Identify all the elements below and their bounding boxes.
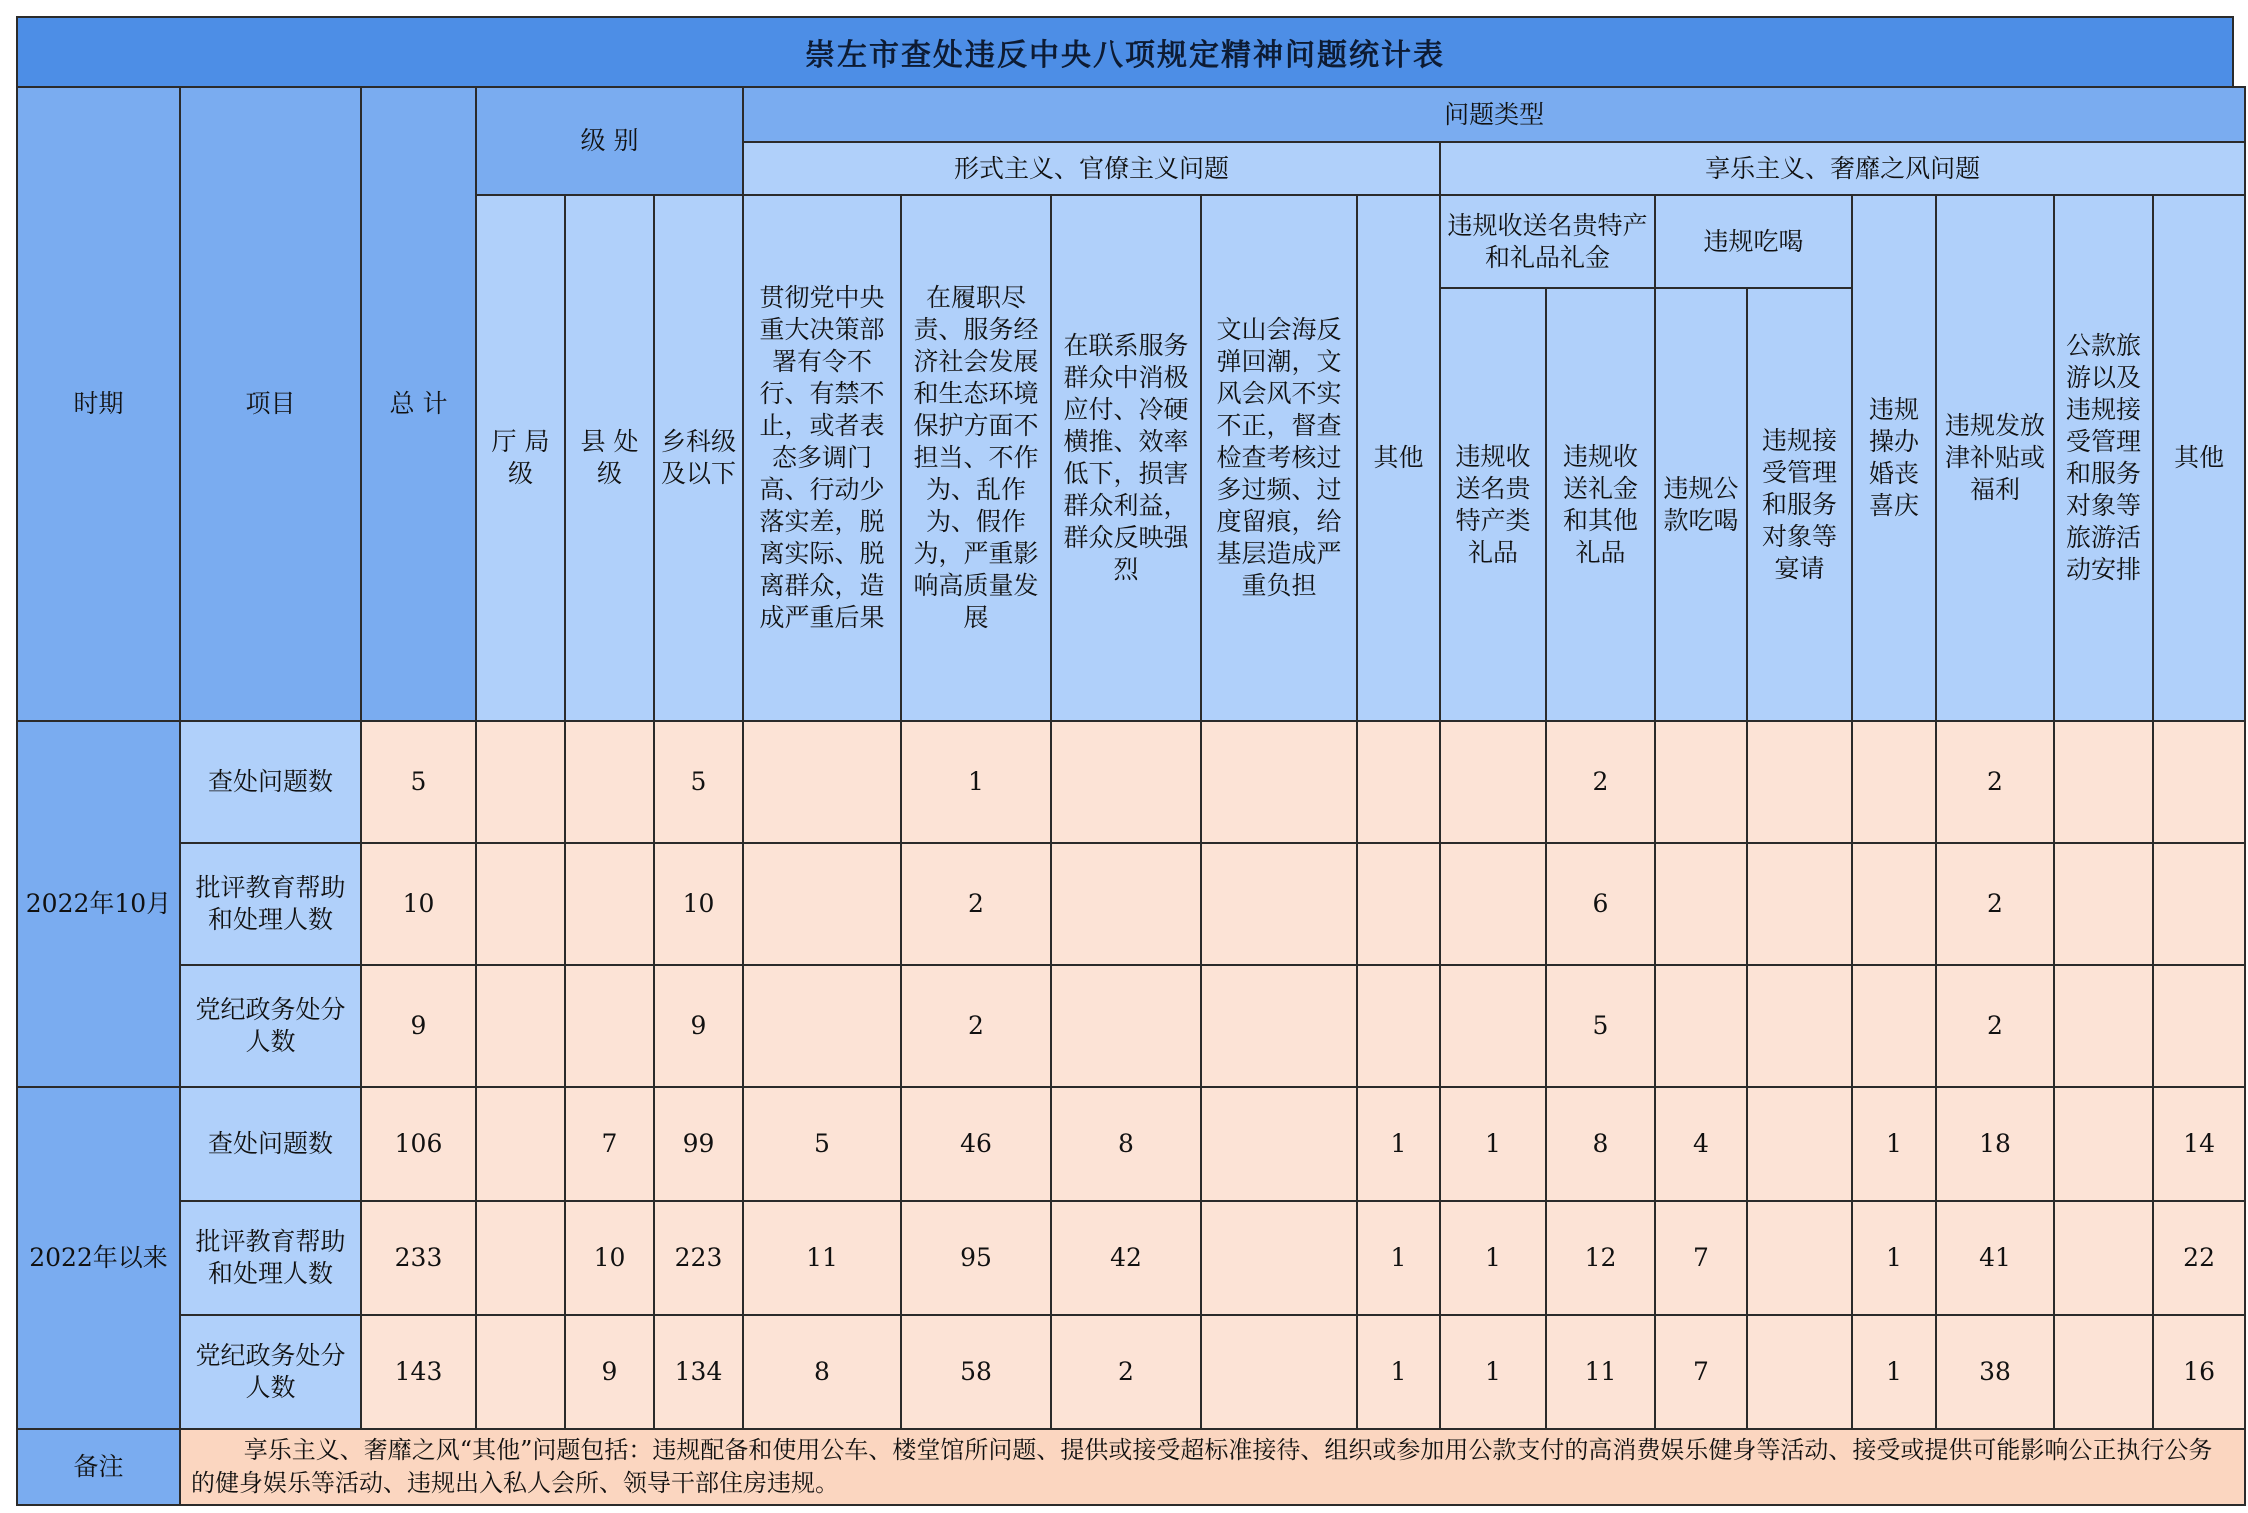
- cell-formalism-other: 1: [1357, 1315, 1440, 1429]
- cell-level-xian: [565, 721, 654, 843]
- cell-eat-public: 7: [1655, 1315, 1747, 1429]
- cell-formalism-4: [1201, 965, 1357, 1087]
- cell-total: 233: [361, 1201, 476, 1315]
- cell-total: 5: [361, 721, 476, 843]
- table-row: [17, 1315, 2245, 1429]
- cell-gift-money: 2: [1546, 721, 1655, 843]
- cell-wedding-funeral: 1: [1852, 1315, 1936, 1429]
- cell-hedonism-other: [2153, 721, 2245, 843]
- header-eat-public: 违规公款吃喝: [1655, 288, 1747, 721]
- header-wedding-funeral: 违规操办婚丧喜庆: [1852, 195, 1936, 721]
- cell-formalism-other: [1357, 965, 1440, 1087]
- cell-eat-public: 7: [1655, 1201, 1747, 1315]
- cell-allowance: 38: [1936, 1315, 2054, 1429]
- cell-formalism-1: 11: [743, 1201, 901, 1315]
- note-text: 享乐主义、奢靡之风“其他”问题包括：违规配备和使用公车、楼堂馆所问题、提供或接受超标准接待、组织或参加用公款支付的高消费娱乐健身等活动、接受或提供可能影响公正执行公务的健身娱乐等活动、违规出入私人会所、领导干部住房违规。: [180, 1429, 2245, 1505]
- cell-formalism-2: 46: [901, 1087, 1051, 1201]
- cell-eat-banquet: [1747, 721, 1852, 843]
- row-item-label: 党纪政务处分人数: [180, 1315, 361, 1429]
- period-label: 2022年10月: [17, 721, 180, 1087]
- header-eat-banquet: 违规接受管理和服务对象等宴请: [1747, 288, 1852, 721]
- cell-wedding-funeral: 1: [1852, 1201, 1936, 1315]
- cell-formalism-4: [1201, 1087, 1357, 1201]
- cell-formalism-2: 58: [901, 1315, 1051, 1429]
- cell-hedonism-other: [2153, 965, 2245, 1087]
- header-problem-type: 问题类型: [743, 87, 2245, 142]
- cell-eat-banquet: [1747, 1315, 1852, 1429]
- cell-formalism-1: [743, 843, 901, 965]
- cell-wedding-funeral: 1: [1852, 1087, 1936, 1201]
- cell-gift-specialty: [1440, 843, 1546, 965]
- table-row: [17, 843, 2245, 965]
- cell-allowance: 18: [1936, 1087, 2054, 1201]
- header-allowance: 违规发放津补贴或福利: [1936, 195, 2054, 721]
- cell-formalism-3: 2: [1051, 1315, 1201, 1429]
- header-formalism-4: 文山会海反弹回潮，文风会风不实不正，督查检查考核过多过频、过度留痕，给基层造成严重负担: [1201, 195, 1357, 721]
- note-label: 备注: [17, 1429, 180, 1505]
- cell-level-xiang: 99: [654, 1087, 743, 1201]
- cell-formalism-2: 95: [901, 1201, 1051, 1315]
- period-label: 2022年以来: [17, 1087, 180, 1429]
- cell-formalism-3: 8: [1051, 1087, 1201, 1201]
- cell-hedonism-other: 14: [2153, 1087, 2245, 1201]
- cell-gift-specialty: 1: [1440, 1087, 1546, 1201]
- cell-travel: [2054, 1087, 2153, 1201]
- table-row: [17, 1201, 2245, 1315]
- cell-level-xiang: 5: [654, 721, 743, 843]
- cell-formalism-3: [1051, 965, 1201, 1087]
- cell-gift-specialty: [1440, 965, 1546, 1087]
- cell-formalism-4: [1201, 1315, 1357, 1429]
- cell-total: 106: [361, 1087, 476, 1201]
- row-item-label: 批评教育帮助和处理人数: [180, 1201, 361, 1315]
- cell-allowance: 2: [1936, 843, 2054, 965]
- header-level: 级 别: [476, 87, 743, 195]
- cell-formalism-3: 42: [1051, 1201, 1201, 1315]
- cell-formalism-1: 5: [743, 1087, 901, 1201]
- cell-travel: [2054, 1201, 2153, 1315]
- cell-allowance: 41: [1936, 1201, 2054, 1315]
- header-eat-group: 违规吃喝: [1655, 195, 1852, 288]
- header-hedonism: 享乐主义、奢靡之风问题: [1440, 142, 2245, 195]
- statistics-sheet: [16, 16, 2234, 1506]
- header-item: 项目: [180, 87, 361, 721]
- cell-gift-money: 11: [1546, 1315, 1655, 1429]
- cell-formalism-1: 8: [743, 1315, 901, 1429]
- header-formalism: 形式主义、官僚主义问题: [743, 142, 1440, 195]
- cell-level-ting: [476, 1315, 565, 1429]
- cell-gift-money: 6: [1546, 843, 1655, 965]
- cell-eat-banquet: [1747, 843, 1852, 965]
- cell-total: 9: [361, 965, 476, 1087]
- cell-level-ting: [476, 1087, 565, 1201]
- header-formalism-3: 在联系服务群众中消极应付、冷硬横推、效率低下，损害群众利益，群众反映强烈: [1051, 195, 1201, 721]
- header-period: 时期: [17, 87, 180, 721]
- cell-formalism-4: [1201, 843, 1357, 965]
- cell-eat-public: [1655, 721, 1747, 843]
- header-total: 总 计: [361, 87, 476, 721]
- header-formalism-other: 其他: [1357, 195, 1440, 721]
- cell-formalism-4: [1201, 1201, 1357, 1315]
- cell-formalism-4: [1201, 721, 1357, 843]
- cell-formalism-2: 2: [901, 843, 1051, 965]
- cell-eat-public: [1655, 965, 1747, 1087]
- cell-level-ting: [476, 965, 565, 1087]
- header-formalism-2: 在履职尽责、服务经济社会发展和生态环境保护方面不担当、不作为、乱作为、假作为，严重影响高质量发展: [901, 195, 1051, 721]
- cell-hedonism-other: 16: [2153, 1315, 2245, 1429]
- cell-eat-public: [1655, 843, 1747, 965]
- cell-travel: [2054, 843, 2153, 965]
- header-gift-group: 违规收送名贵特产和礼品礼金: [1440, 195, 1655, 288]
- row-item-label: 党纪政务处分人数: [180, 965, 361, 1087]
- cell-level-xian: 10: [565, 1201, 654, 1315]
- cell-level-ting: [476, 843, 565, 965]
- cell-formalism-other: 1: [1357, 1087, 1440, 1201]
- cell-gift-specialty: 1: [1440, 1201, 1546, 1315]
- row-item-label: 批评教育帮助和处理人数: [180, 843, 361, 965]
- cell-gift-money: 5: [1546, 965, 1655, 1087]
- cell-level-xian: [565, 843, 654, 965]
- row-item-label: 查处问题数: [180, 1087, 361, 1201]
- table-row: [17, 1087, 2245, 1201]
- cell-level-xiang: 223: [654, 1201, 743, 1315]
- header-hedonism-other: 其他: [2153, 195, 2245, 721]
- cell-formalism-2: 1: [901, 721, 1051, 843]
- header-formalism-1: 贯彻党中央重大决策部署有令不行、有禁不止，或者表态多调门高、行动少落实差，脱离实际、脱离群众，造成严重后果: [743, 195, 901, 721]
- cell-eat-banquet: [1747, 1201, 1852, 1315]
- note-row: [17, 1429, 2245, 1505]
- cell-travel: [2054, 1315, 2153, 1429]
- cell-hedonism-other: [2153, 843, 2245, 965]
- header-gift-money: 违规收送礼金和其他礼品: [1546, 288, 1655, 721]
- cell-level-xiang: 134: [654, 1315, 743, 1429]
- header-level-ting: 厅 局级: [476, 195, 565, 721]
- cell-eat-banquet: [1747, 965, 1852, 1087]
- cell-level-xian: [565, 965, 654, 1087]
- cell-formalism-3: [1051, 721, 1201, 843]
- cell-level-xian: 7: [565, 1087, 654, 1201]
- cell-eat-banquet: [1747, 1087, 1852, 1201]
- cell-wedding-funeral: [1852, 965, 1936, 1087]
- cell-gift-specialty: 1: [1440, 1315, 1546, 1429]
- header-level-xiang: 乡科级及以下: [654, 195, 743, 721]
- cell-formalism-other: [1357, 843, 1440, 965]
- cell-formalism-other: 1: [1357, 1201, 1440, 1315]
- cell-allowance: 2: [1936, 721, 2054, 843]
- cell-wedding-funeral: [1852, 843, 1936, 965]
- header-gift-specialty: 违规收送名贵特产类礼品: [1440, 288, 1546, 721]
- cell-level-xiang: 9: [654, 965, 743, 1087]
- cell-level-xiang: 10: [654, 843, 743, 965]
- cell-formalism-3: [1051, 843, 1201, 965]
- cell-formalism-1: [743, 721, 901, 843]
- cell-gift-money: 8: [1546, 1087, 1655, 1201]
- table-row: [17, 965, 2245, 1087]
- cell-hedonism-other: 22: [2153, 1201, 2245, 1315]
- cell-total: 143: [361, 1315, 476, 1429]
- cell-level-ting: [476, 721, 565, 843]
- header-level-xian: 县 处级: [565, 195, 654, 721]
- cell-allowance: 2: [1936, 965, 2054, 1087]
- cell-level-ting: [476, 1201, 565, 1315]
- cell-formalism-1: [743, 965, 901, 1087]
- row-item-label: 查处问题数: [180, 721, 361, 843]
- cell-eat-public: 4: [1655, 1087, 1747, 1201]
- cell-formalism-other: [1357, 721, 1440, 843]
- header-travel: 公款旅游以及违规接受管理和服务对象等旅游活动安排: [2054, 195, 2153, 721]
- cell-travel: [2054, 721, 2153, 843]
- cell-total: 10: [361, 843, 476, 965]
- table-title: 崇左市查处违反中央八项规定精神问题统计表: [16, 16, 2234, 86]
- cell-level-xian: 9: [565, 1315, 654, 1429]
- cell-travel: [2054, 965, 2153, 1087]
- statistics-table: [16, 86, 2246, 1506]
- cell-gift-specialty: [1440, 721, 1546, 843]
- cell-wedding-funeral: [1852, 721, 1936, 843]
- cell-formalism-2: 2: [901, 965, 1051, 1087]
- table-row: [17, 721, 2245, 843]
- cell-gift-money: 12: [1546, 1201, 1655, 1315]
